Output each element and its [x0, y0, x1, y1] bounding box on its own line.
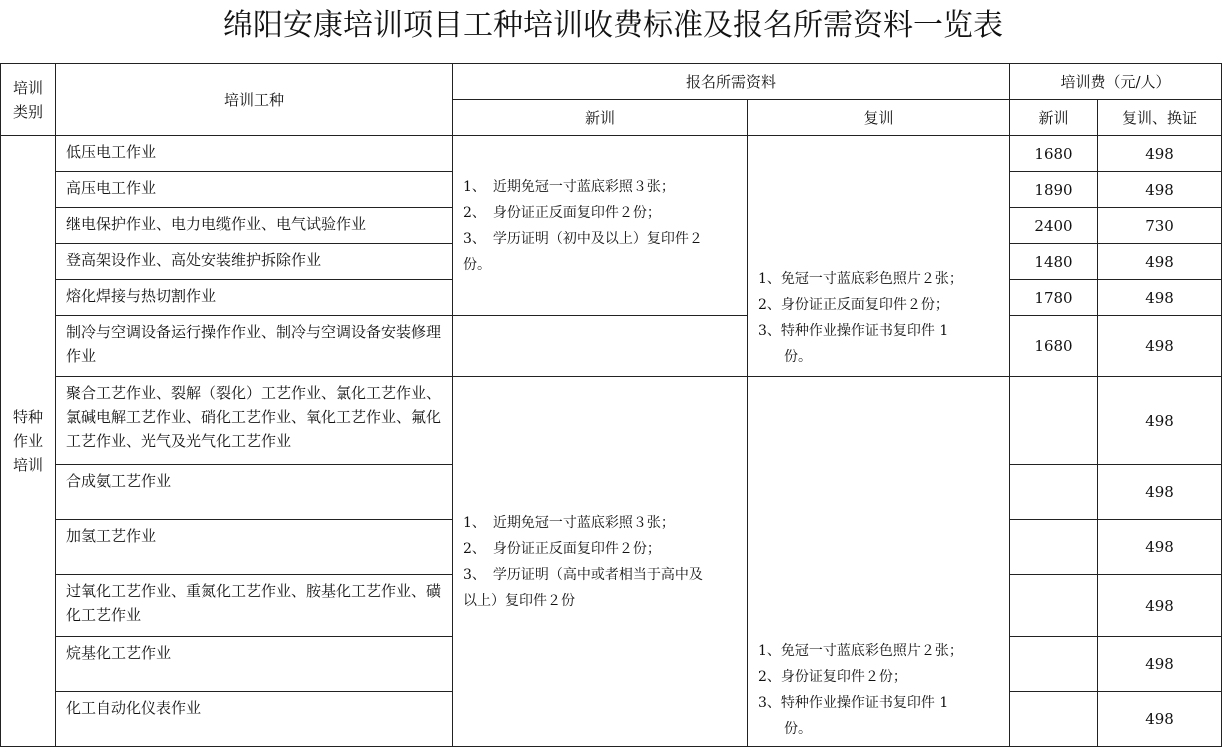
- fee-new-cell: [1010, 637, 1098, 692]
- header-materials: 报名所需资料: [453, 64, 1010, 100]
- renew-requirements-cell: 1、免冠一寸蓝底彩色照片２张； 2、身份证复印件２份； 3、特种作业操作证书复印件 1 份。: [748, 377, 1010, 747]
- fee-new-cell: [1010, 465, 1098, 520]
- fee-new-cell: 1890: [1010, 172, 1098, 208]
- job-cell: 合成氨工艺作业: [56, 465, 453, 520]
- job-cell: 化工自动化仪表作业: [56, 692, 453, 747]
- fee-new-cell: 2400: [1010, 208, 1098, 244]
- job-cell: 加氢工艺作业: [56, 520, 453, 575]
- fee-renew-cell: 498: [1098, 136, 1222, 172]
- fee-renew-cell: 498: [1098, 377, 1222, 465]
- job-cell: 制冷与空调设备运行操作作业、制冷与空调设备安装修理作业: [56, 316, 453, 377]
- fee-renew-cell: 498: [1098, 172, 1222, 208]
- header-materials-new: 新训: [453, 100, 748, 136]
- fee-renew-cell: 498: [1098, 280, 1222, 316]
- job-cell: 烷基化工艺作业: [56, 637, 453, 692]
- fee-renew-cell: 498: [1098, 316, 1222, 377]
- new-requirements-cell: 1、 近期免冠一寸蓝底彩照３张； 2、 身份证正反面复印件２份； 3、 学历证明（高中或者相当于高中及 以上）复印件２份: [453, 377, 748, 747]
- category-cell: 特种 作业 培训: [1, 136, 56, 747]
- page-title: 绵阳安康培训项目工种培训收费标准及报名所需资料一览表: [223, 8, 1003, 43]
- fee-renew-cell: 498: [1098, 637, 1222, 692]
- table-row: [1, 377, 1222, 465]
- empty-cell: [453, 316, 748, 377]
- fee-new-cell: [1010, 692, 1098, 747]
- table-row: [1, 316, 1222, 377]
- fee-renew-cell: 498: [1098, 692, 1222, 747]
- fee-renew-cell: 498: [1098, 575, 1222, 637]
- job-cell: 聚合工艺作业、裂解（裂化）工艺作业、氯化工艺作业、氯碱电解工艺作业、硝化工艺作业、氧化工艺作业、氟化工艺作业、光气及光气化工艺作业: [56, 377, 453, 465]
- job-cell: 继电保护作业、电力电缆作业、电气试验作业: [56, 208, 453, 244]
- header-fee-new: 新训: [1010, 100, 1098, 136]
- header-job: 培训工种: [56, 64, 453, 136]
- new-requirements-cell: 1、 近期免冠一寸蓝底彩照３张； 2、 身份证正反面复印件２份； 3、 学历证明（初中及以上）复印件２ 份。: [453, 136, 748, 316]
- job-cell: 高压电工作业: [56, 172, 453, 208]
- job-cell: 登高架设作业、高处安装维护拆除作业: [56, 244, 453, 280]
- job-cell: 熔化焊接与热切割作业: [56, 280, 453, 316]
- header-materials-renew: 复训: [748, 100, 1010, 136]
- header-fee-renew: 复训、换证: [1098, 100, 1222, 136]
- fee-new-cell: [1010, 575, 1098, 637]
- renew-requirements-cell: 1、免冠一寸蓝底彩色照片２张； 2、身份证正反面复印件２份； 3、特种作业操作证书复印件 1 份。: [748, 136, 1010, 377]
- fee-renew-cell: 730: [1098, 208, 1222, 244]
- job-cell: 过氧化工艺作业、重氮化工艺作业、胺基化工艺作业、磺化工艺作业: [56, 575, 453, 637]
- header-category: 培训 类别: [1, 64, 56, 136]
- fee-new-cell: [1010, 520, 1098, 575]
- table-row: [1, 136, 1222, 172]
- fee-table: [0, 63, 1222, 747]
- fee-new-cell: 1680: [1010, 136, 1098, 172]
- fee-new-cell: 1480: [1010, 244, 1098, 280]
- job-cell: 低压电工作业: [56, 136, 453, 172]
- fee-renew-cell: 498: [1098, 465, 1222, 520]
- fee-new-cell: [1010, 377, 1098, 465]
- fee-renew-cell: 498: [1098, 520, 1222, 575]
- fee-renew-cell: 498: [1098, 244, 1222, 280]
- fee-new-cell: 1780: [1010, 280, 1098, 316]
- header-fee: 培训费（元/人）: [1010, 64, 1222, 100]
- fee-new-cell: 1680: [1010, 316, 1098, 377]
